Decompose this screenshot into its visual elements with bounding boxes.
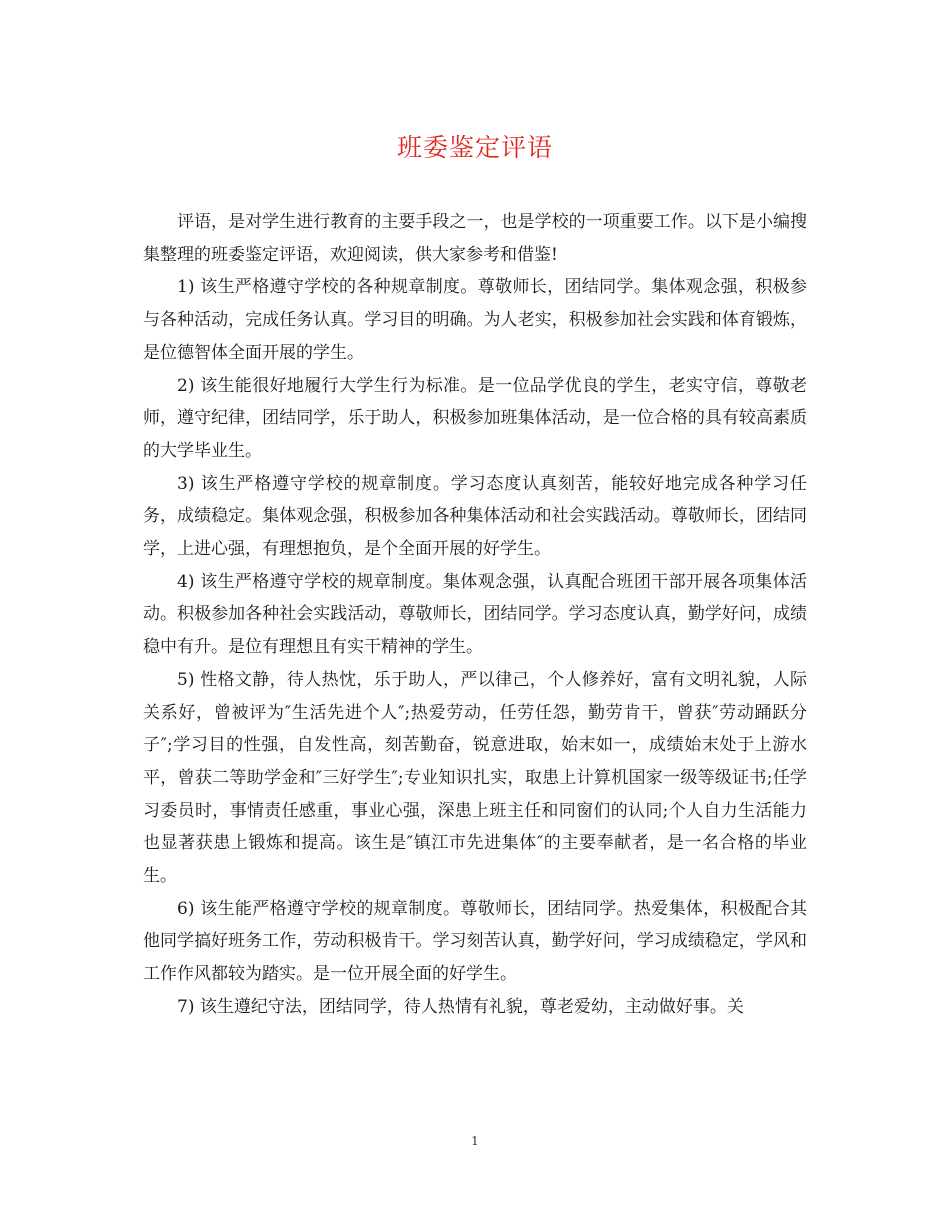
paragraph-6: 6) 该生能严格遵守学校的规章制度。尊敬师长，团结同学。热爱集体，积极配合其他同学搞好班务工作，劳动积极肯干。学习刻苦认真，勤学好问，学习成绩稳定，学风和工作作风都较为踏实。是一位开展全面的好学生。: [143, 898, 807, 985]
paragraph-3: 3) 该生严格遵守学校的规章制度。学习态度认真刻苦，能较好地完成各种学习任务，成绩稳定。集体观念强，积极参加各种集体活动和社会实践活动。尊敬师长，团结同学，上进心强，有理想抱负，是个全面开展的好学生。: [143, 473, 807, 560]
document-title: 班委鉴定评语: [396, 133, 553, 162]
paragraph-1: 1) 该生严格遵守学校的各种规章制度。尊敬师长，团结同学。集体观念强，积极参与各种活动，完成任务认真。学习目的明确。为人老实，积极参加社会实践和体育锻炼，是位德智体全面开展的学生。: [143, 277, 807, 363]
paragraph-2: 2) 该生能很好地履行大学生行为标准。是一位品学优良的学生，老实守信，尊敬老师，遵守纪律，团结同学，乐于助人，积极参加班集体活动，是一位合格的具有较高素质的大学毕业生。: [143, 375, 807, 461]
document-body: [143, 206, 807, 1024]
paragraph-7: 7) 该生遵纪守法，团结同学，待人热情有礼貌，尊老爱幼，主动做好事。关: [177, 996, 744, 1017]
page-number: 1: [471, 1134, 479, 1148]
paragraph-5: 5) 性格文静，待人热忱，乐于助人，严以律己，个人修养好，富有文明礼貌，人际关系好，曾被评为″生活先进个人″;热爱劳动，任劳任怨，勤劳肯干，曾获″劳动踊跃分子″;学习目的性强，自发性高，刻苦勤奋，锐意进取，始末如一，成绩始末处于上游水平，曾获二等助学金和″三好学生″;专业知识扎实，取患上计算机国家一级等级证书;任学习委员时，事情责任感重，事业心强，深患上班主任和同窗们的认同;个人自力生活能力也显著获患上锻炼和提高。该生是″镇江市先进集体″的主要奉献者，是一名合格的毕业生。: [143, 669, 807, 887]
paragraph-4: 4) 该生严格遵守学校的规章制度。集体观念强，认真配合班团干部开展各项集体活动。积极参加各种社会实践活动，尊敬师长，团结同学。学习态度认真，勤学好问，成绩稳中有升。是位有理想且有实干精神的学生。: [143, 571, 807, 658]
paragraph-intro: 评语，是对学生进行教育的主要手段之一，也是学校的一项重要工作。以下是小编搜集整理的班委鉴定评语，欢迎阅读，供大家参考和借鉴!: [143, 212, 807, 265]
